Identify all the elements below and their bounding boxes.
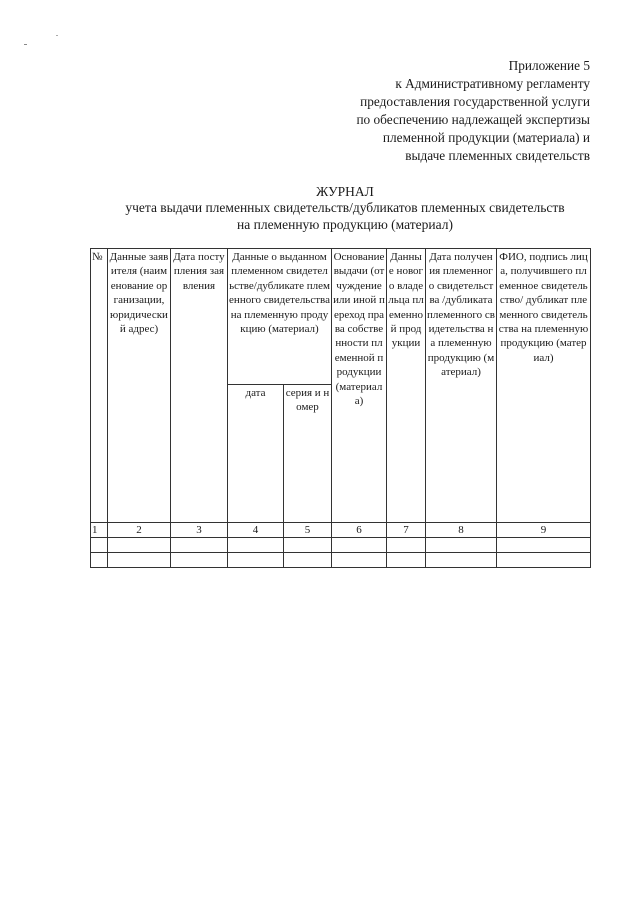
- empty-cell: [228, 553, 284, 568]
- column-number: 8: [426, 523, 497, 538]
- journal-table: [90, 248, 591, 568]
- empty-cell: [387, 553, 426, 568]
- empty-cell: [171, 538, 228, 553]
- empty-cell: [284, 538, 332, 553]
- header-series-number: серия и номер: [284, 385, 332, 523]
- journal-subtitle-line: учета выдачи племенных свидетельств/дубликатов племенных свидетельств: [125, 200, 565, 215]
- column-number: 4: [228, 523, 284, 538]
- journal-subtitle: [70, 199, 620, 233]
- header-number: №: [91, 249, 108, 523]
- appendix-line: по обеспечению надлежащей экспертизы: [356, 112, 590, 127]
- empty-cell: [228, 538, 284, 553]
- column-number: 1: [91, 523, 108, 538]
- header-certificate-date: дата: [228, 385, 284, 523]
- empty-cell: [108, 538, 171, 553]
- column-number: 5: [284, 523, 332, 538]
- appendix-line: племенной продукции (материала) и: [382, 130, 590, 145]
- header-certificate-data: Данные о выданном племенном свидетельстве/дубликате племенного свидетельства на племенную продукцию (материал): [228, 249, 332, 385]
- empty-cell: [387, 538, 426, 553]
- journal-subtitle-line: на племенную продукцию (материал): [237, 217, 453, 232]
- column-number-row: [91, 523, 591, 538]
- header-application-date: Дата поступления заявления: [171, 249, 228, 523]
- header-applicant-data: Данные заявителя (наименование организации, юридический адрес): [108, 249, 171, 523]
- header-recipient-signature: ФИО, подпись лица, получившего племенное свидетельство/ дубликат племенного свидетельства на племенную продукцию (материал): [497, 249, 591, 523]
- empty-cell: [497, 538, 591, 553]
- appendix-line: выдаче племенных свидетельств: [405, 148, 590, 163]
- empty-cell: [497, 553, 591, 568]
- column-number: 9: [497, 523, 591, 538]
- appendix-header: [270, 57, 590, 165]
- column-number: 2: [108, 523, 171, 538]
- column-number: 3: [171, 523, 228, 538]
- scan-mark: [24, 44, 27, 45]
- journal-title: ЖУРНАЛ: [316, 184, 374, 199]
- header-issue-basis: Основание выдачи (отчуждение или иной переход права собственности племенной продукции (материала): [332, 249, 387, 523]
- appendix-line: к Административному регламенту: [395, 76, 590, 91]
- empty-cell: [108, 553, 171, 568]
- empty-cell: [332, 553, 387, 568]
- column-number: 7: [387, 523, 426, 538]
- column-number: 6: [332, 523, 387, 538]
- appendix-line: предоставления государственной услуги: [360, 94, 590, 109]
- header-receipt-date: Дата получения племенного свидетельства /дубликата племенного свидетельства на племенную продукцию (материал): [426, 249, 497, 523]
- empty-cell: [426, 538, 497, 553]
- empty-cell: [332, 538, 387, 553]
- scan-mark: [56, 35, 58, 36]
- empty-cell: [284, 553, 332, 568]
- appendix-line: Приложение 5: [508, 58, 590, 73]
- empty-cell: [91, 553, 108, 568]
- header-new-owner: Данные нового владельца племенной продукции: [387, 249, 426, 523]
- empty-cell: [91, 538, 108, 553]
- empty-table-row: [91, 538, 591, 553]
- empty-table-row: [91, 553, 591, 568]
- header-row: [91, 249, 591, 385]
- empty-cell: [171, 553, 228, 568]
- empty-cell: [426, 553, 497, 568]
